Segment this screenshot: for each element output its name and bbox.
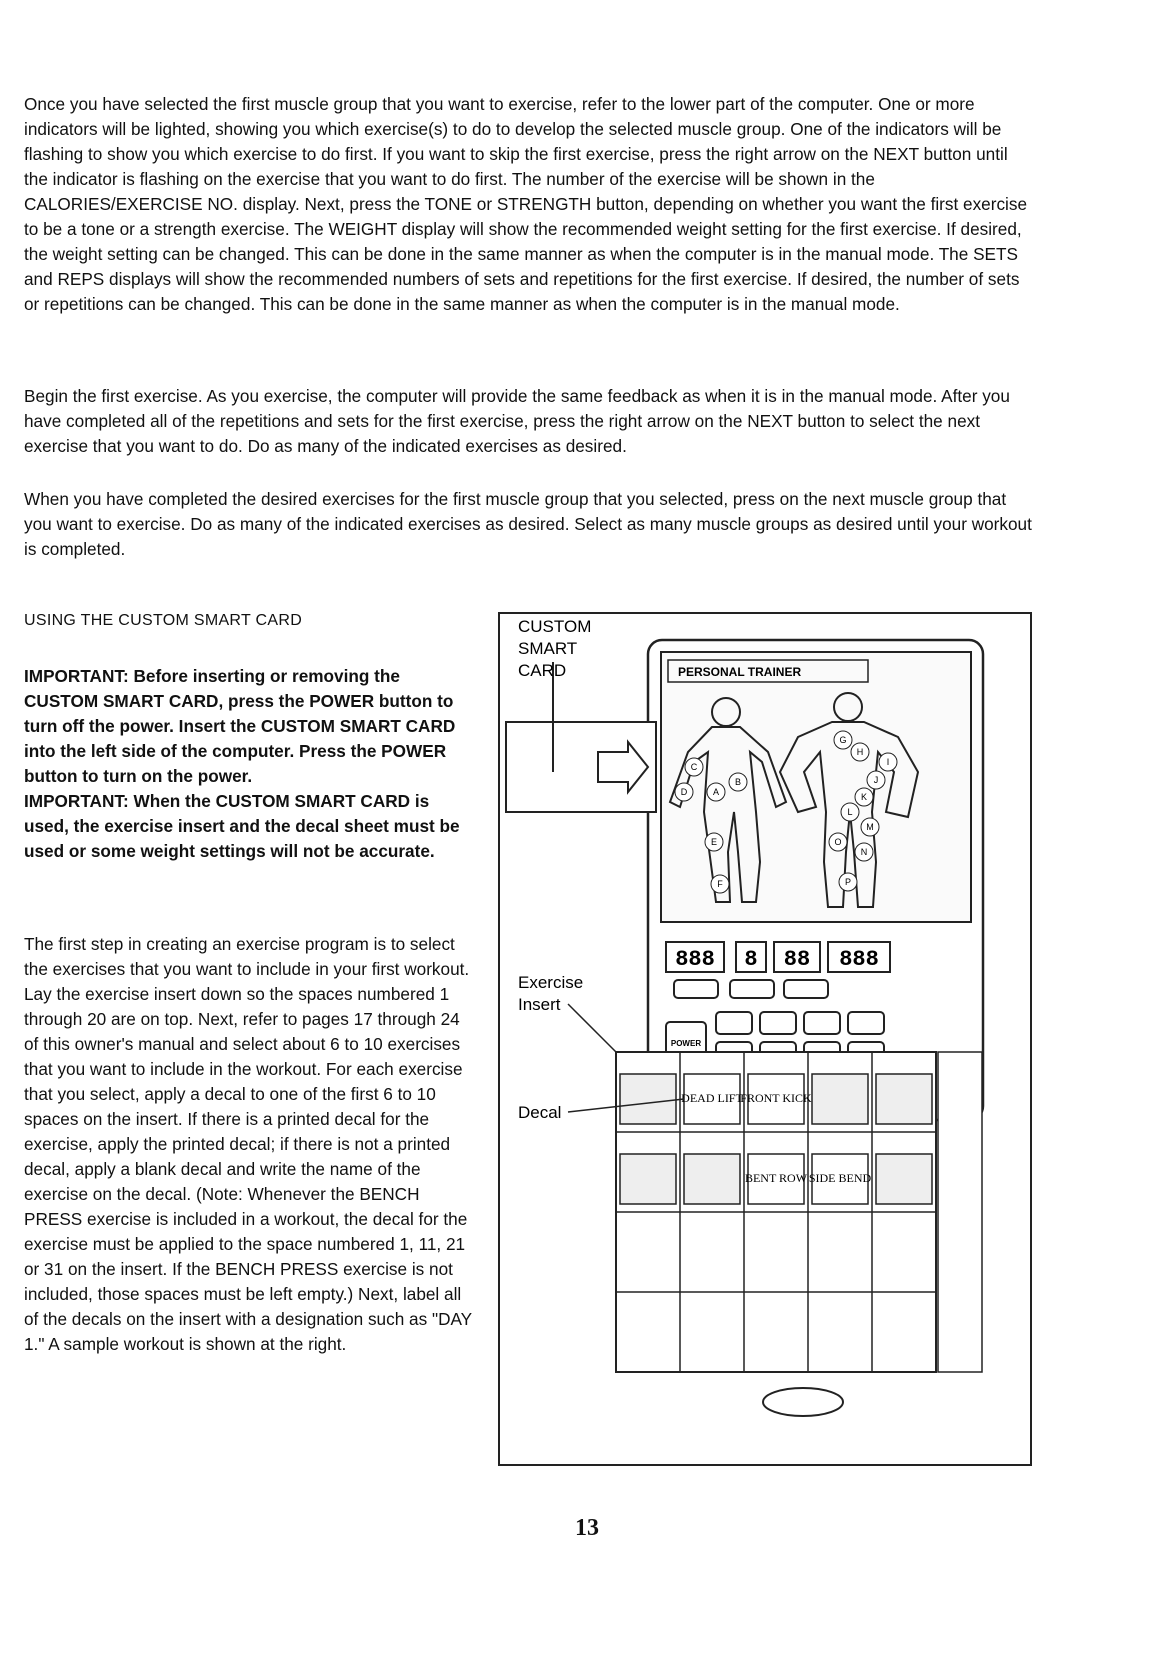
callout-card-2: SMART: [518, 639, 578, 658]
program-button[interactable]: [848, 1012, 884, 1034]
console-handle: [763, 1388, 843, 1416]
decal-printed: [876, 1074, 932, 1124]
decal-printed: [620, 1074, 676, 1124]
muscle-marker-label: M: [866, 822, 874, 832]
muscle-marker-label: B: [734, 777, 742, 787]
muscle-marker-label: C: [690, 762, 698, 772]
brand-label: PERSONAL TRAINER: [678, 665, 802, 679]
decal-printed: [876, 1154, 932, 1204]
sets-arrows-button[interactable]: [730, 980, 774, 998]
important-note-insert: IMPORTANT: When the CUSTOM SMART CARD is used, the exercise insert and the decal sheet must be used or some weight settings will not be accurate.: [24, 791, 460, 861]
callout-card-3: CARD: [518, 661, 567, 680]
calories-display-value: 888: [839, 947, 879, 972]
display-row: [666, 942, 890, 972]
muscle-marker-label: J: [873, 775, 879, 785]
intro-paragraph: Once you have selected the first muscle group that you want to exercise, refer to the lower part of the computer. One or more indicators will be lighted, showing you which exercise(s) to do to develop the selected muscle group. One of the indicators will be flashing to show you which exercise to do first. If you want to skip the first exercise, press the right arrow on the NEXT button until the indicator is flashing on the exercise that you want to do first. The number of the exercise will be shown in the CALORIES/EXERCISE NO. display. Next, press the TONE or STRENGTH button, depending on whether you want the first exercise to be a tone or a strength exercise. The WEIGHT display will show the recommended weight setting for the first exercise. If desired, the weight setting can be changed. This can be done in the same manner as when the computer is in the manual mode. The SETS and REPS displays will show the recommended numbers of sets and repetitions for the first exercise. If desired, the number of sets or repetitions can be changed. This can be done in the same manner as when the computer is in the manual mode.: [24, 94, 1028, 314]
decal-label: DEAD LIFT: [681, 1091, 743, 1105]
power-button-label: POWER: [670, 1039, 702, 1048]
muscle-marker-label: A: [712, 787, 720, 797]
computer-illustration: [498, 612, 1032, 1466]
decal-printed: [620, 1154, 676, 1204]
important-notes: [24, 664, 474, 864]
muscle-marker-label: D: [680, 787, 688, 797]
decal-label: FRONT KICK: [740, 1091, 812, 1105]
page-number: 13: [575, 1515, 599, 1541]
muscle-marker-label: L: [847, 807, 853, 817]
tone-button[interactable]: [716, 1012, 752, 1034]
muscle-marker-label: H: [856, 747, 864, 757]
sets-display-value: 8: [744, 947, 758, 972]
muscle-marker-label: F: [717, 879, 723, 889]
muscle-marker-label: P: [844, 877, 852, 887]
muscle-marker-label: G: [839, 735, 847, 745]
exercise-figure-strip: [938, 1052, 982, 1372]
trainer-panel: [661, 652, 971, 922]
callout-insert-1: Exercise: [518, 973, 584, 992]
muscle-marker-label: O: [834, 837, 842, 847]
completion-paragraph: When you have completed the desired exercises for the first muscle group that you selected, press on the next muscle group that you want to exercise. Do as many of the indicated exercises as desired. Select as many muscle groups as desired until your workout is completed.: [24, 489, 1032, 559]
decal-label: SIDE BEND: [808, 1171, 872, 1185]
muscle-marker-label: N: [860, 847, 868, 857]
weight-arrows-button[interactable]: [674, 980, 718, 998]
group-program-button[interactable]: [804, 1012, 840, 1034]
important-note-power: IMPORTANT: Before inserting or removing the CUSTOM SMART CARD, press the POWER button to turn off the power. Insert the CUSTOM SMART CARD into the left side of the computer. Press the POWER button to turn on the power.: [24, 666, 456, 786]
reps-arrows-button[interactable]: [784, 980, 828, 998]
exercise-paragraph: Begin the first exercise. As you exercise, the computer will provide the same feedback as when it is in the manual mode. After you have completed all of the repetitions and sets for the first exercise, press the right arrow on the NEXT button to select the next exercise that you want to do. Do as many of the indicated exercises as desired.: [24, 386, 1010, 456]
section-heading: USING THE CUSTOM SMART CARD: [24, 612, 303, 629]
muscle-marker-label: I: [886, 757, 890, 767]
weight-display-value: 888: [675, 947, 715, 972]
decal-printed: [684, 1154, 740, 1204]
instructions-text: The first step in creating an exercise program is to select the exercises that you want to include in your first workout. Lay the exercise insert down so the spaces numbered 1 through 20 are on top. Next, refer to pages 17 through 24 of this owner's manual and select about 6 to 10 exercises that you want to include in the workout. For each exercise that you select, apply a decal to one of the first 6 to 10 spaces on the insert. If there is a printed decal for the exercise, apply the printed decal; if there is not a printed decal, apply a blank decal and write the name of the exercise on the decal. (Note: Whenever the BENCH PRESS exercise is included in a workout, the decal for the exercise must be applied to the space numbered 1, 11, 21 or 31 on the insert. If the BENCH PRESS exercise is not included, those spaces must be left empty.) Next, label all of the decals on the insert with a designation such as "DAY 1." A sample workout is shown at the right.: [24, 934, 472, 1354]
strength-button[interactable]: [760, 1012, 796, 1034]
callout-card-1: CUSTOM: [518, 617, 592, 636]
decal-label: BENT ROW: [744, 1171, 808, 1185]
callout-decal: Decal: [518, 1103, 562, 1122]
muscle-marker-label: E: [710, 837, 718, 847]
instructions-paragraph: [24, 932, 474, 1357]
reps-display-value: 88: [783, 947, 811, 972]
callout-insert-2: Insert: [518, 995, 561, 1014]
muscle-marker-label: K: [860, 792, 868, 802]
decal-printed: [812, 1074, 868, 1124]
